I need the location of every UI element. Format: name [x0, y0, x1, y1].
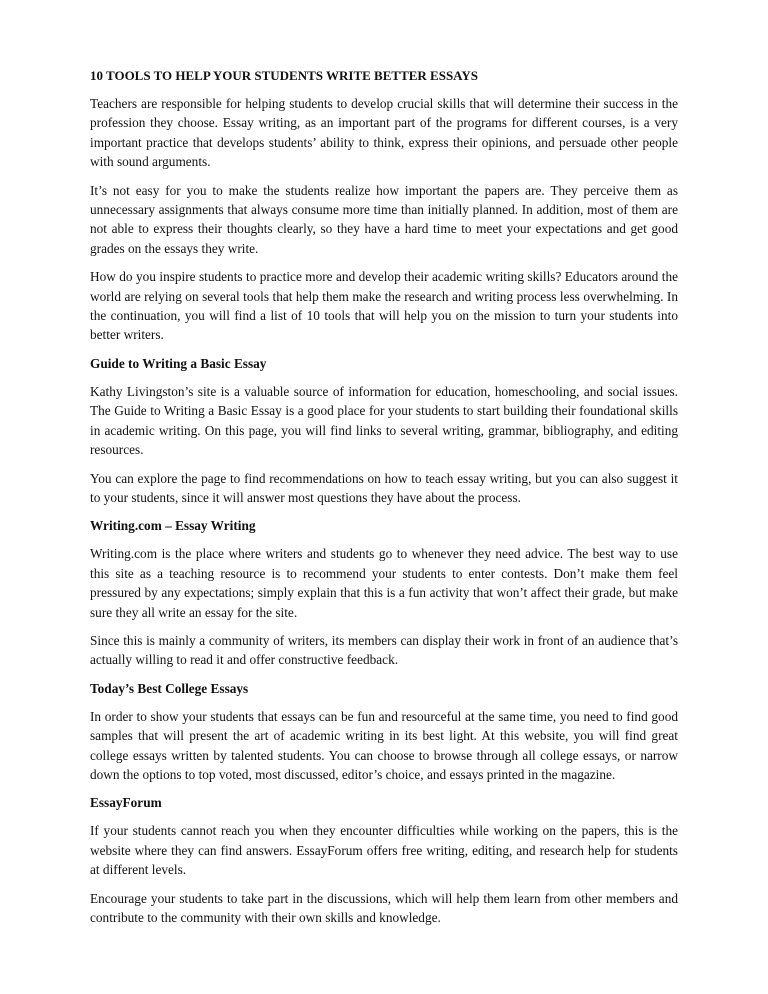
intro-paragraph-1: Teachers are responsible for helping students to develop crucial skills that will determine their success in the profession they choose. Essay writing, as an important part of the programs for different courses, is a very important practice that develops students’ ability to think, express their opinions, and persuade other people with sound arguments. [90, 96, 678, 170]
section-heading-best-college-essays: Today’s Best College Essays [90, 680, 249, 696]
section-heading-essayforum: EssayForum [90, 795, 162, 811]
section-heading-writing-com: Writing.com – Essay Writing [90, 518, 256, 534]
section-paragraph: In order to show your students that essays can be fun and resourceful at the same time, you need to find good samples that will present the art of academic writing in its best light. At this website, you will find great college essays written by talented students. You can choose to browse through all college essays, or narrow down the options to top voted, most discussed, editor’s choice, and essays printed in the magazine. [90, 708, 678, 782]
intro-paragraph-3: How do you inspire students to practice more and develop their academic writing skills? Educators around the world are relying on several tools that help them make the research and writing process less overwhelming. In the continuation, you will find a list of 10 tools that will help you on the mission to turn your students into better writers. [90, 269, 678, 343]
section-paragraph: Since this is mainly a community of writers, its members can display their work in front of an audience that’s actually willing to read it and offer constructive feedback. [90, 632, 678, 668]
section-paragraph: Writing.com is the place where writers and students go to whenever they need advice. The best way to use this site as a teaching resource is to recommend your students to enter contests. Don’t make them feel pressured by any expectations; simply explain that this is a fun activity that won’t affect their grade, but make sure they all write an essay for the site. [90, 546, 678, 620]
section-paragraph: Kathy Livingston’s site is a valuable source of information for education, homeschooling, and social issues. The Guide to Writing a Basic Essay is a good place for your students to start building their foundational skills in academic writing. On this page, you will find links to several writing, grammar, bibliography, and editing resources. [90, 383, 678, 458]
section-paragraph: If your students cannot reach you when they encounter difficulties while working on the papers, this is the website where they can find answers. EssayForum offers free writing, editing, and research help for students at different levels. [90, 823, 678, 878]
document-page [90, 66, 678, 936]
section-heading-guide: Guide to Writing a Basic Essay [90, 355, 267, 371]
document-title: 10 TOOLS TO HELP YOUR STUDENTS WRITE BETTER ESSAYS [90, 68, 478, 83]
intro-paragraph-2: It’s not easy for you to make the students realize how important the papers are. They perceive them as unnecessary assignments that always consume more time than initially planned. In addition, most of them are not able to express their thoughts clearly, so they have a hard time to meet your expectations and get good grades on the essays they write. [90, 182, 678, 256]
section-paragraph: You can explore the page to find recommendations on how to teach essay writing, but you can also suggest it to your students, since it will answer most questions they have about the process. [90, 470, 678, 505]
section-paragraph: Encourage your students to take part in the discussions, which will help them learn from other members and contribute to the community with their own skills and knowledge. [90, 890, 678, 925]
